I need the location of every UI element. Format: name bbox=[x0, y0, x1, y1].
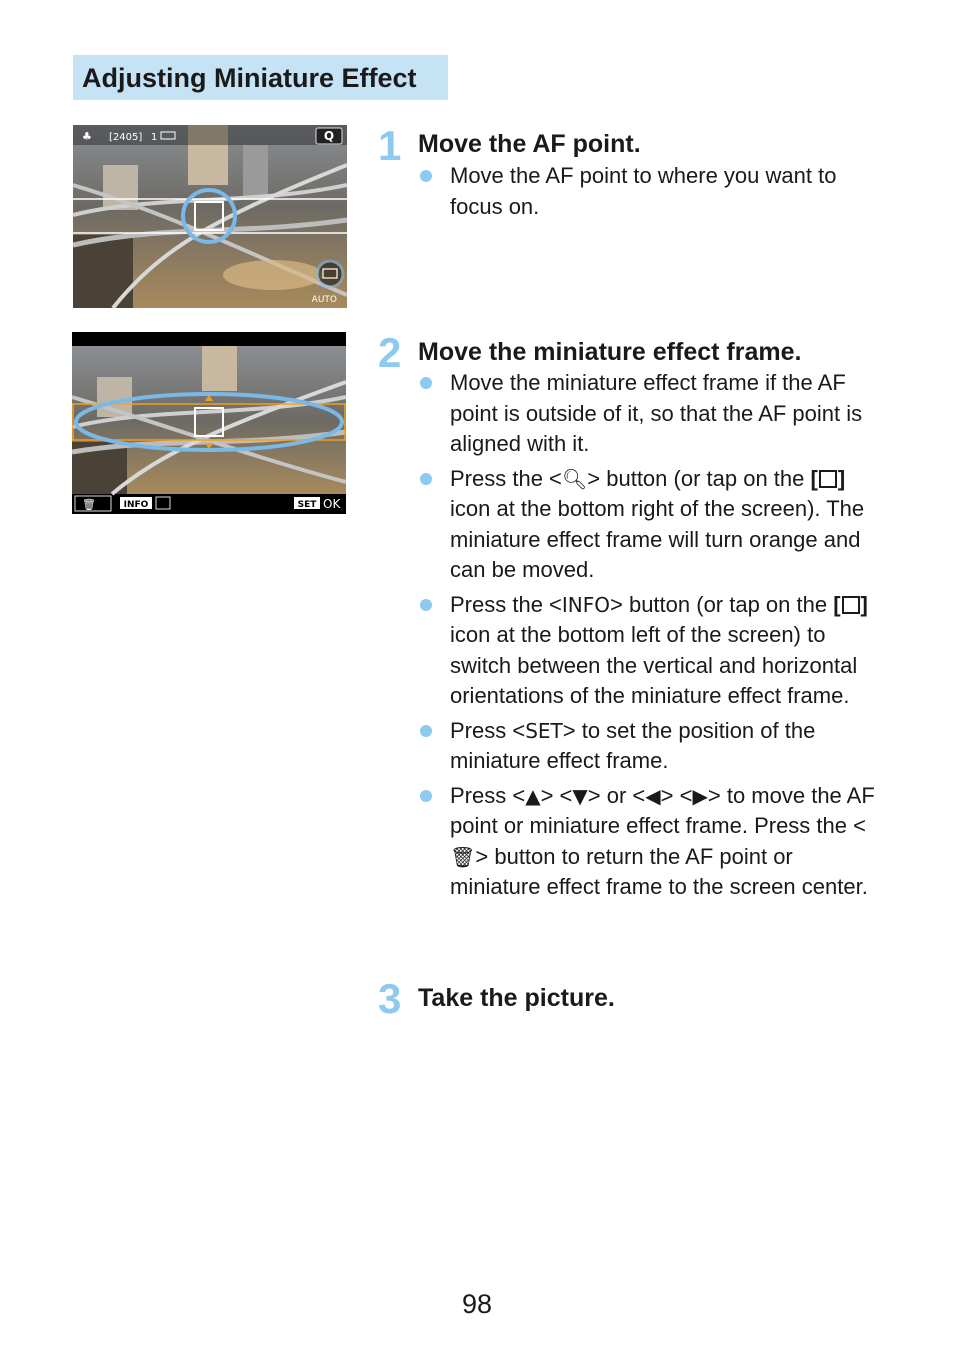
ok-label[interactable]: OK bbox=[323, 497, 341, 511]
bullet-icon bbox=[420, 725, 432, 737]
bullet-icon bbox=[420, 473, 432, 485]
bullet-icon bbox=[420, 170, 432, 182]
auto-label: AUTO bbox=[311, 295, 337, 305]
shots-remaining: 1 bbox=[151, 132, 158, 143]
step-2-number: 2 bbox=[378, 329, 402, 376]
step-3-number: 3 bbox=[378, 975, 402, 1022]
step-2-title: Move the miniature effect frame. bbox=[418, 338, 802, 366]
set-button-label[interactable]: SET bbox=[297, 500, 317, 510]
shot-count: [2405] bbox=[109, 132, 143, 143]
down-arrow-icon: ▼ bbox=[572, 783, 588, 808]
bullet-icon bbox=[420, 599, 432, 611]
up-arrow-icon: ▲ bbox=[525, 783, 541, 808]
miniature-frame-icon bbox=[819, 470, 837, 488]
magnify-icon: 🔍︎ bbox=[561, 466, 588, 491]
set-button-icon: SET bbox=[525, 718, 563, 743]
info-button-icon: INFO bbox=[561, 592, 610, 617]
trash-icon[interactable]: 🗑 bbox=[82, 498, 96, 511]
camera-screen-af-point bbox=[73, 125, 347, 308]
list-item: Move the miniature effect frame if the AF point is outside of it, so that the AF point is aligned with it. bbox=[418, 368, 888, 460]
list-item: Press <▲> <▼> or <◀> <▶> to move the AF point or miniature effect frame. Press the <🗑> button to return the AF point or miniature effect frame to the screen center. bbox=[418, 781, 888, 903]
bullet-icon bbox=[420, 377, 432, 389]
right-arrow-icon: ▶ bbox=[692, 783, 708, 808]
page-number: 98 bbox=[461, 1289, 493, 1319]
left-arrow-icon: ◀ bbox=[645, 783, 661, 808]
list-item: Move the AF point to where you want to focus on. bbox=[418, 161, 888, 222]
list-item: Press the <INFO> button (or tap on the [ ] icon at the bottom left of the screen) to switch between the vertical and horizontal orientations of the miniature effect frame. bbox=[418, 590, 888, 712]
step-3-title: Take the picture. bbox=[418, 984, 615, 1012]
info-button-label[interactable]: INFO bbox=[123, 500, 149, 510]
section-title: Adjusting Miniature Effect bbox=[73, 55, 448, 100]
bullet-icon bbox=[420, 790, 432, 802]
orientation-switch-icon bbox=[842, 596, 860, 614]
list-item: Press <SET> to set the position of the miniature effect frame. bbox=[418, 716, 888, 777]
list-item: Press the <🔍︎> button (or tap on the [ ] icon at the bottom right of the screen). The miniature effect frame will turn orange and can be moved. bbox=[418, 464, 888, 586]
step-1-title: Move the AF point. bbox=[418, 130, 641, 158]
q-button-label[interactable]: Q bbox=[323, 129, 335, 143]
mode-icon: ♣ bbox=[82, 130, 92, 143]
step-1-number: 1 bbox=[378, 122, 402, 169]
step-2-bullets bbox=[418, 368, 888, 907]
camera-screen-miniature-frame bbox=[72, 332, 346, 514]
step-1-bullets bbox=[418, 161, 888, 226]
trash-icon: 🗑 bbox=[450, 844, 476, 869]
